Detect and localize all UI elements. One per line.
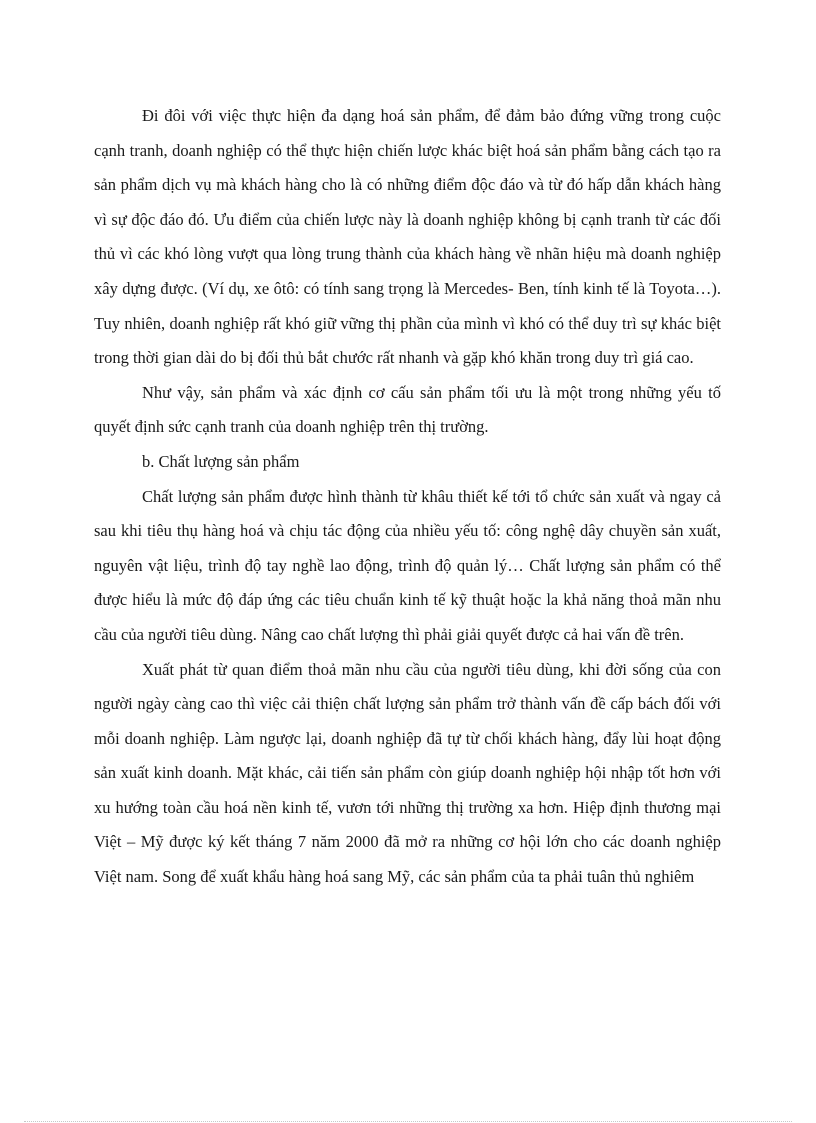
paragraph-quality-definition: Chất lượng sản phẩm được hình thành từ khâu thiết kế tới tổ chức sản xuất và ngay cả sau khi tiêu thụ hàng hoá và chịu tác động của nhiều yếu tố: công nghệ dây chuyền sản xuất, nguyên vật liệu, trình độ tay nghề lao động, trình độ quản lý… Chất lượng sản phẩm có thể được hiểu là mức độ đáp ứng các tiêu chuẩn kinh tế kỹ thuật hoặc la khả năng thoả mãn nhu cầu của người tiêu dùng. Nâng cao chất lượng thì phải giải quyết được cả hai vấn đề trên. [94, 486, 721, 644]
document-page [94, 99, 721, 895]
paragraph-quality-importance: Xuất phát từ quan điểm thoả mãn nhu cầu của người tiêu dùng, khi đời sống của con người ngày càng cao thì việc cải thiện chất lượng sản phẩm trở thành vấn đề cấp bách đối với mỗi doanh nghiệp. Làm ngược lại, doanh nghiệp đã tự từ chối khách hàng, đẩy lùi hoạt động sản xuất kinh doanh. Mặt khác, cải tiến sản phẩm còn giúp doanh nghiệp hội nhập tốt hơn với xu hướng toàn cầu hoá nền kinh tế, vươn tới những thị trường xa hơn. Hiệp định thương mại Việt – Mỹ được ký kết tháng 7 năm 2000 đã mở ra những cơ hội lớn cho các doanh nghiệp Việt nam. Song để xuất khẩu hàng hoá sang Mỹ, các sản phẩm của ta phải tuân thủ nghiêm [94, 659, 721, 887]
paragraph-product-differentiation: Đi đôi với việc thực hiện đa dạng hoá sản phẩm, để đảm bảo đứng vững trong cuộc cạnh tranh, doanh nghiệp có thể thực hiện chiến lược khác biệt hoá sản phẩm bằng cách tạo ra sản phẩm dịch vụ mà khách hàng cho là có những điểm độc đáo và từ đó hấp dẫn khách hàng vì sự độc đáo đó. Ưu điểm của chiến lược này là doanh nghiệp không bị cạnh tranh từ các đối thủ vì các khó lòng vượt qua lòng trung thành của khách hàng về nhãn hiệu mà doanh nghiệp xây dựng được. (Ví dụ, xe ôtô: có tính sang trọng là Mercedes- Ben, tính kinh tế là Toyota…). Tuy nhiên, doanh nghiệp rất khó giữ vững thị phần của mình vì khó có thể duy trì sự khác biệt trong thời gian dài do bị đối thủ bắt chước rất nhanh và gặp khó khăn trong duy trì giá cao. [94, 106, 721, 368]
section-heading-product-quality: b. Chất lượng sản phẩm [142, 451, 300, 471]
page-bottom-divider [24, 1121, 792, 1122]
paragraph-product-structure-conclusion: Như vậy, sản phẩm và xác định cơ cấu sản phẩm tối ưu là một trong những yếu tố quyết định sức cạnh tranh của doanh nghiệp trên thị trường. [94, 382, 721, 437]
